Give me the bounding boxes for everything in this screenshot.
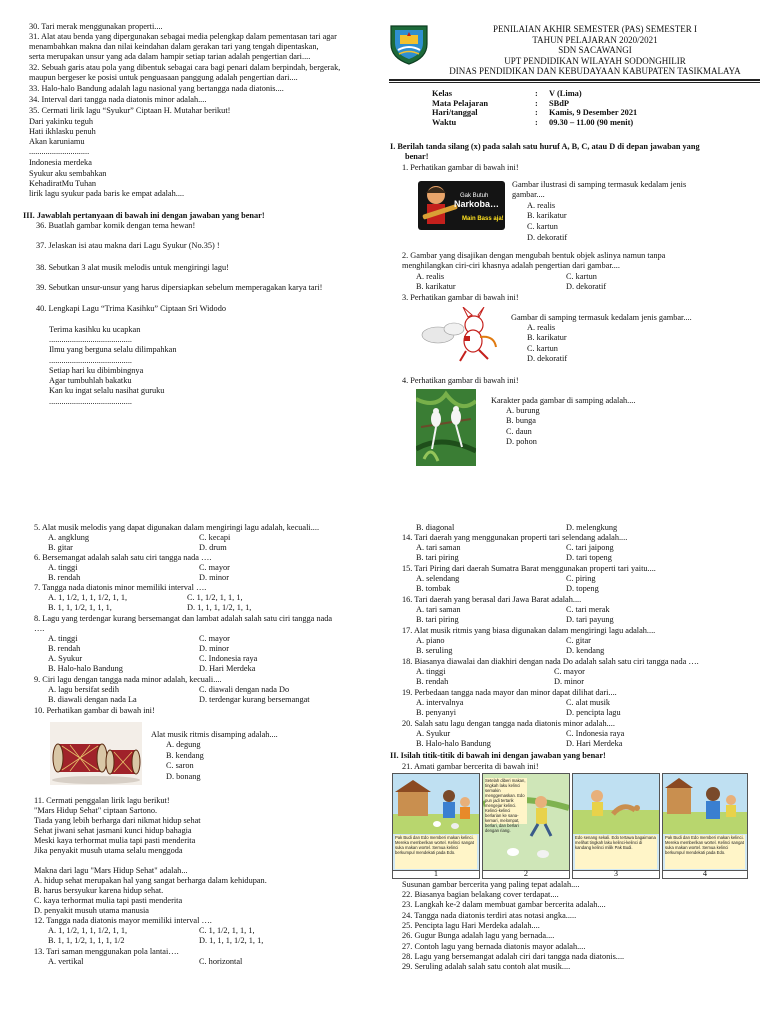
- story-panel-3: [572, 773, 660, 871]
- q11-option-a[interactable]: A. hidup sehat merupakan hal yang sangat berharga dalam kehidupan.: [34, 876, 267, 885]
- q10-kendang-image: [50, 722, 142, 785]
- q5-option-d[interactable]: D. drum: [199, 543, 227, 552]
- q4-option-a[interactable]: A. burung: [506, 406, 540, 415]
- fill-line: 22. Biasanya bagian belakang cover terdapat....: [402, 890, 559, 899]
- q8-option-a[interactable]: A. tinggi: [48, 634, 78, 643]
- q16-option-c[interactable]: C. tari merak: [566, 605, 610, 614]
- q6-stem: 6. Bersemangat adalah salah satu ciri tangga nada ….: [34, 553, 212, 562]
- q15-option-d[interactable]: D. topeng: [566, 584, 599, 593]
- q4-stem: 4. Perhatikan gambar di bawah ini!: [402, 376, 519, 385]
- lyric-line: Terima kasihku ku ucapkan: [49, 325, 141, 334]
- fill-line: 25. Pencipta lagu Hari Merdeka adalah....: [402, 921, 540, 930]
- q9-option-b[interactable]: B. diawali dengan nada La: [48, 695, 137, 704]
- q11-question: Makna dari lagu "Mars Hidup Sehat" adalah...: [34, 866, 188, 875]
- q1-stem: 1. Perhatikan gambar di bawah ini!: [402, 163, 519, 172]
- q11-line: Sehat jiwani sehat jasmani kunci hidup bahagia: [34, 826, 192, 835]
- q17-option-b[interactable]: B. seruling: [416, 646, 453, 655]
- q1-poster-image: [418, 181, 505, 230]
- q13-option-c[interactable]: C. horizontal: [199, 957, 243, 966]
- q17-stem: 17. Alat musik ritmis yang biasa digunakan dalam mengiringi lagu adalah....: [402, 626, 656, 635]
- text-line: Syukur aku sembahkan: [29, 169, 107, 178]
- q10-option-c[interactable]: C. saron: [166, 761, 194, 770]
- lyric-line: ........................................: [49, 335, 132, 344]
- lyric-line: Kan ku ingat selalu nasihat guruku: [49, 386, 165, 395]
- text-line: menambahkan makna dan nilai keindahan dalam gerakan tari yang tengah dipentaskan,: [29, 42, 319, 51]
- header-rule: [389, 79, 760, 81]
- q11-stem: 11. Cermati penggalan lirik lagu berikut!: [34, 796, 170, 805]
- q2-option-c[interactable]: C. kartun: [566, 272, 597, 281]
- q14-option-b[interactable]: B. tari piring: [416, 553, 459, 562]
- q6-option-b[interactable]: B. rendah: [48, 573, 81, 582]
- q1-text: Gambar ilustrasi di samping termasuk kedalam jenis: [512, 180, 687, 189]
- q18-stem: 18. Biasanya diawalai dan diakhiri dengan nada Do adalah salah satu ciri tangga nada ….: [402, 657, 699, 666]
- q13-option-d[interactable]: D. melengkung: [566, 523, 618, 532]
- q12-option-a[interactable]: A. 1, 1/2, 1, 1, 1/2, 1, 1,: [48, 926, 128, 935]
- q1-option-a[interactable]: A. realis: [527, 201, 556, 210]
- q4-option-b[interactable]: B. bunga: [506, 416, 536, 425]
- fill-line: 23. Langkah ke-2 dalam membuat gambar bercerita adalah....: [402, 900, 606, 909]
- q20-option-a[interactable]: A. Syukur: [416, 729, 451, 738]
- q11-line: Tiada yang lebih berharga dari nikmat hidup sehat: [34, 816, 201, 825]
- q9-option-a[interactable]: A. lagu bersifat sedih: [48, 685, 119, 694]
- panel-number: 4: [662, 869, 748, 879]
- fill-line: 24. Tangga nada diatonis terdiri atas notasi angka.....: [402, 911, 577, 920]
- q8-stem-cont: ….: [34, 624, 45, 633]
- q14-option-c[interactable]: C. tari jaipong: [566, 543, 614, 552]
- q2-stem-cont: menghilangkan ciri-ciri khasnya adalah pengertian dari gambar....: [402, 261, 620, 270]
- q3-option-c[interactable]: C. kartun: [527, 344, 558, 353]
- q6-option-c[interactable]: C. mayor: [199, 563, 230, 572]
- poster-line-2: Narkoba…: [454, 199, 500, 209]
- q18-option-c[interactable]: C. mayor: [554, 667, 585, 676]
- exam-info: [432, 89, 732, 128]
- q1-option-b[interactable]: B. karikatur: [527, 211, 567, 220]
- q17-option-c[interactable]: C. gitar: [566, 636, 591, 645]
- q3-cartoon-image: [416, 307, 503, 364]
- q9-option-c[interactable]: C. diawali dengan nada Do: [199, 685, 290, 694]
- q15-stem: 15. Tari Piring dari daerah Sumatra Barat menggunakan properti tari yaitu....: [402, 564, 656, 573]
- q20-option-b[interactable]: B. Halo-halo Bandung: [416, 739, 491, 748]
- q16-stem: 16. Tari daerah yang berasal dari Jawa Barat adalah....: [402, 595, 582, 604]
- panel-number: 3: [572, 869, 660, 879]
- text-line: 33. Halo-halo Bandung adalah lagu nasional yang bertangga nada diatonis....: [29, 84, 284, 93]
- q11-option-d[interactable]: D. penyakit musuh utama manusia: [34, 906, 149, 915]
- text-line: Indonesia merdeka: [29, 158, 92, 167]
- q8-option-c[interactable]: C. mayor: [199, 634, 230, 643]
- text-line: KehadiratMu Tuhan: [29, 179, 97, 188]
- q20-option-c[interactable]: C. Indonesia raya: [566, 729, 625, 738]
- info-row-kelas: Kelas : V (Lima): [432, 89, 582, 98]
- panel-number: 1: [392, 869, 480, 879]
- q8-option-b[interactable]: B. rendah: [48, 644, 81, 653]
- list-option[interactable]: B. Halo-halo Bandung: [48, 664, 123, 673]
- q18-option-d[interactable]: D. minor: [554, 677, 584, 686]
- q8-stem: 8. Lagu yang terdengar kurang bersemangat dan lambat adalah salah satu ciri tangga nada: [34, 614, 333, 623]
- q16-option-a[interactable]: A. tari saman: [416, 605, 461, 614]
- q7-option-b[interactable]: B. 1, 1, 1/2, 1, 1, 1,: [48, 603, 112, 612]
- q14-option-d[interactable]: D. tari topeng: [566, 553, 612, 562]
- q11-line: Meski kaya terhormat mulia tapi pasti menderita: [34, 836, 196, 845]
- q12-option-d[interactable]: D. 1, 1, 1, 1/2, 1, 1,: [199, 936, 264, 945]
- q3-text: Gambar di samping termasuk kedalam jenis gambar....: [511, 313, 692, 322]
- exam-header: [430, 24, 760, 77]
- q9-option-d[interactable]: D. terdengar kurang bersemangat: [199, 695, 310, 704]
- q6-option-d[interactable]: D. minor: [199, 573, 229, 582]
- story-panel-4: [662, 773, 748, 871]
- q10-option-b[interactable]: B. kendang: [166, 751, 204, 760]
- q10-option-a[interactable]: A. degung: [166, 740, 201, 749]
- essay-40: 40. Lengkapi Lagu “Trima Kasihku” Ciptaan Sri Widodo: [36, 304, 227, 313]
- q16-option-d[interactable]: D. tari payung: [566, 615, 614, 624]
- poster-line-3: Main Bass aja!: [462, 216, 504, 222]
- fill-line: 27. Contoh lagu yang bernada diatonis mayor adalah....: [402, 942, 586, 951]
- section-2-title: II. Isilah titik-titik di bawah ini dengan jawaban yang benar!: [390, 751, 606, 760]
- text-line: serta merupakan unsur yang ada dalam hampir setiap tarian adalah pengertian dari....: [29, 52, 311, 61]
- q12-option-c[interactable]: C. 1, 1/2, 1, 1, 1,: [199, 926, 255, 935]
- info-row-date: Hari/tanggal : Kamis, 9 Desember 2021: [432, 108, 638, 118]
- q12-option-b[interactable]: B. 1, 1, 1/2, 1, 1, 1, 1/2: [48, 936, 125, 945]
- q13-option-a[interactable]: A. vertikal: [48, 957, 84, 966]
- header-rule-thin: [389, 82, 760, 83]
- q15-option-c[interactable]: C. piring: [566, 574, 596, 583]
- q5-option-b[interactable]: B. gitar: [48, 543, 73, 552]
- text-line: 34. Interval dari tangga nada diatonis minor adalah....: [29, 95, 207, 104]
- essay-38: 38. Sebutkan 3 alat musik melodis untuk mengiringi lagu!: [36, 263, 229, 272]
- q5-stem: 5. Alat musik melodis yang dapat digunakan dalam mengiringi lagu adalah, kecuali....: [34, 523, 320, 532]
- q6-option-a[interactable]: A. tinggi: [48, 563, 78, 572]
- text-line: lirik lagu syukur pada baris ke empat adalah....: [29, 189, 185, 198]
- q15-option-a[interactable]: A. selendang: [416, 574, 460, 583]
- q2-option-d[interactable]: D. dekoratif: [566, 282, 607, 291]
- text-line: 32. Sebuah garis atau pola yang dibentuk sebagai cara bagi penari dalam berpindah, bergerak,: [29, 63, 341, 72]
- q7-option-d[interactable]: D. 1, 1, 1, 1/2, 1, 1,: [187, 603, 252, 612]
- q11-line: Jika penyakit musuh utama selalu menggoda: [34, 846, 183, 855]
- q15-option-b[interactable]: B. tombak: [416, 584, 451, 593]
- list-option[interactable]: A. Syukur: [48, 654, 83, 663]
- q14-option-a[interactable]: A. tari saman: [416, 543, 461, 552]
- fill-line: 28. Lagu yang bersemangat adalah ciri dari tangga nada diatonis....: [402, 952, 625, 961]
- q10-option-d[interactable]: D. bonang: [166, 772, 201, 781]
- q18-option-b[interactable]: B. rendah: [416, 677, 449, 686]
- q5-option-a[interactable]: A. angklung: [48, 533, 90, 542]
- q19-option-c[interactable]: C. alat musik: [566, 698, 611, 707]
- q19-stem: 19. Perbedaan tangga nada mayor dan minor dapat dilihat dari....: [402, 688, 617, 697]
- q16-option-b[interactable]: B. tari piring: [416, 615, 459, 624]
- q12-stem: 12. Tangga nada diatonis mayor memiliki interval ….: [34, 916, 212, 925]
- q11-line: "Mars Hidup Sehat" ciptaan Sartono.: [34, 806, 158, 815]
- story-panel-1: [392, 773, 480, 871]
- q7-option-c[interactable]: C. 1, 1/2, 1, 1, 1,: [187, 593, 243, 602]
- panel-caption: Setelah diberi makan, tingkah laku kelinci semakin menggemaskan. Edo pun jadi tertarik mengejar kelinci. Kelinci-kelinci berlarian ke sana-kemari, melompat, berlari, dan berlari dengan riang.: [485, 778, 526, 833]
- q3-option-a[interactable]: A. realis: [527, 323, 556, 332]
- list-option[interactable]: C. Indonesia raya: [199, 654, 258, 663]
- q3-option-b[interactable]: B. karikatur: [527, 333, 567, 342]
- q19-option-d[interactable]: D. pencipta lagu: [566, 708, 621, 717]
- q3-option-d[interactable]: D. dekoratif: [527, 354, 568, 363]
- section-3-title: III. Jawablah pertanyaan di bawah ini dengan jawaban yang benar!: [23, 211, 265, 220]
- text-line: maupun bergeser ke posisi untuk penguasaan panggung adalah pengertian dari....: [29, 73, 298, 82]
- lyric-line: ........................................: [49, 397, 132, 406]
- q17-option-d[interactable]: D. kendang: [566, 646, 605, 655]
- story-panel-2: [482, 773, 570, 871]
- text-line: Hati ikhlasku penuh: [29, 127, 96, 136]
- q2-option-b[interactable]: B. karikatur: [416, 282, 456, 291]
- list-option[interactable]: D. Hari Merdeka: [199, 664, 256, 673]
- q1-option-c[interactable]: C. kartun: [527, 222, 558, 231]
- text-line: Dari yakinku teguh: [29, 117, 94, 126]
- q19-option-a[interactable]: A. intervalnya: [416, 698, 464, 707]
- header-line: SDN SACAWANGI: [558, 45, 632, 55]
- q4-birds-image: [416, 389, 476, 466]
- header-line: DINAS PENDIDIKAN DAN KEBUDAYAAN KABUPATEN TASIKMALAYA: [449, 66, 741, 76]
- header-line: UPT PENDIDIKAN WILAYAH SODONGHILIR: [504, 55, 686, 66]
- q11-option-b[interactable]: B. harus bersyukur karena hidup sehat.: [34, 886, 164, 895]
- q7-stem: 7. Tangga nada diatonis minor memiliki interval ….: [34, 583, 207, 592]
- text-line: Akan karuniamu: [29, 137, 85, 146]
- panel-caption: Pak Budi dan Edo memberi makan kelinci. Mereka memberikan wortel. Kelinci sangat suka makan wortel. Semua kelinci berkumpul mendekati pada Edo.: [395, 835, 477, 869]
- q4-option-d[interactable]: D. pohon: [506, 437, 537, 446]
- q8-option-d[interactable]: D. minor: [199, 644, 229, 653]
- q5-option-c[interactable]: C. kecapi: [199, 533, 231, 542]
- info-row-mapel: Mata Pelajaran : SBdP: [432, 98, 570, 108]
- q17-option-a[interactable]: A. piano: [416, 636, 445, 645]
- lyric-line: ........................................: [49, 356, 132, 365]
- fill-line: 29. Seruling adalah salah satu contoh alat musik....: [402, 962, 571, 971]
- q20-option-d[interactable]: D. Hari Merdeka: [566, 739, 623, 748]
- q18-option-a[interactable]: A. tinggi: [416, 667, 446, 676]
- q10-text: Alat musik ritmis disamping adalah....: [151, 730, 278, 739]
- q10-stem: 10. Perhatikan gambar di bawah ini!: [34, 706, 155, 715]
- header-line: TAHUN PELAJARAN 2020/2021: [532, 34, 658, 45]
- text-line: 35. Cermati lirik lagu “Syukur” Ciptaan H. Mutahar berikut!: [29, 106, 231, 115]
- q7-option-a[interactable]: A. 1, 1/2, 1, 1, 1/2, 1, 1,: [48, 593, 128, 602]
- lyric-line: Ilmu yang berguna selalu dilimpahkan: [49, 345, 177, 354]
- essay-36: 36. Buatlah gambar komik dengan tema hewan!: [36, 221, 196, 230]
- lyric-line: Agar tumbuhlah bakatku: [49, 376, 132, 385]
- q21-stem: 21. Amati gambar bercerita di bawah ini!: [402, 762, 539, 771]
- essay-39: 39. Sebutkan unsur-unsur yang harus dipersiapkan sebelum memperagakan karya tari!: [36, 283, 323, 292]
- fill-line: Susunan gambar bercerita yang paling tepat adalah....: [402, 880, 580, 889]
- q1-text: gambar....: [512, 190, 545, 199]
- q2-option-a[interactable]: A. realis: [416, 272, 445, 281]
- q19-option-b[interactable]: B. penyanyi: [416, 708, 457, 717]
- q4-option-c[interactable]: C. daun: [506, 427, 532, 436]
- info-row-time: Waktu : 09.30 – 11.00 (90 menit): [432, 118, 634, 128]
- q2-stem: 2. Gambar yang disajikan dengan mengubah bentuk objek aslinya namun tanpa: [402, 251, 666, 260]
- q20-stem: 20. Salah satu lagu dengan tangga nada diatonis minor adalah....: [402, 719, 615, 728]
- school-logo: [389, 22, 429, 66]
- section-1-title: I. Berilah tanda silang (x) pada salah satu huruf A, B, C, atau D di depan jawaban yang: [390, 142, 700, 151]
- text-line: .............................: [29, 147, 90, 156]
- q13-option-b[interactable]: B. diagonal: [416, 523, 455, 532]
- section-1-title-cont: benar!: [405, 152, 429, 161]
- essay-37: 37. Jelaskan isi atau makna dari Lagu Syukur (No.35) !: [36, 241, 220, 250]
- q11-option-c[interactable]: C. kaya terhormat mulia tapi pasti menderita: [34, 896, 183, 905]
- fill-line: 26. Gugur Bunga adalah lagu yang bernada....: [402, 931, 555, 940]
- panel-caption: Edo senang sekali. Edo tertawa bagaimana melihat tingkah laku kelinci-kelinci di kandang kelinci milik Pak Budi.: [575, 835, 657, 869]
- panel-number: 2: [482, 869, 570, 879]
- text-line: 31. Alat atau benda yang dipergunakan sebagai media pelengkap dalam pementasan tari agar: [29, 32, 337, 41]
- text-line: 30. Tari merak menggunakan properti....: [29, 22, 163, 31]
- lyric-line: Setiap hari ku dibimbingnya: [49, 366, 144, 375]
- q13-stem: 13. Tari saman menggunakan pola lantai….: [34, 947, 179, 956]
- panel-caption: Pak Budi dan Edo memberi makan kelinci. Mereka memberikan wortel. Kelinci sangat suka makan wortel. Semua kelinci berkumpul mendekati pada Edo.: [665, 835, 745, 869]
- q4-text: Karakter pada gambar di samping adalah....: [491, 396, 636, 405]
- header-line: PENILAIAN AKHIR SEMESTER (PAS) SEMESTER I: [493, 24, 697, 34]
- q1-option-d[interactable]: D. dekoratif: [527, 233, 568, 242]
- q14-stem: 14. Tari daerah yang menggunakan properti tari selendang adalah....: [402, 533, 628, 542]
- q9-stem: 9. Ciri lagu dengan tangga nada minor adalah, kecuali....: [34, 675, 222, 684]
- q3-stem: 3. Perhatikan gambar di bawah ini!: [402, 293, 519, 302]
- poster-line-1: Gak Butuh: [460, 193, 489, 199]
- story-panels: [392, 773, 746, 878]
